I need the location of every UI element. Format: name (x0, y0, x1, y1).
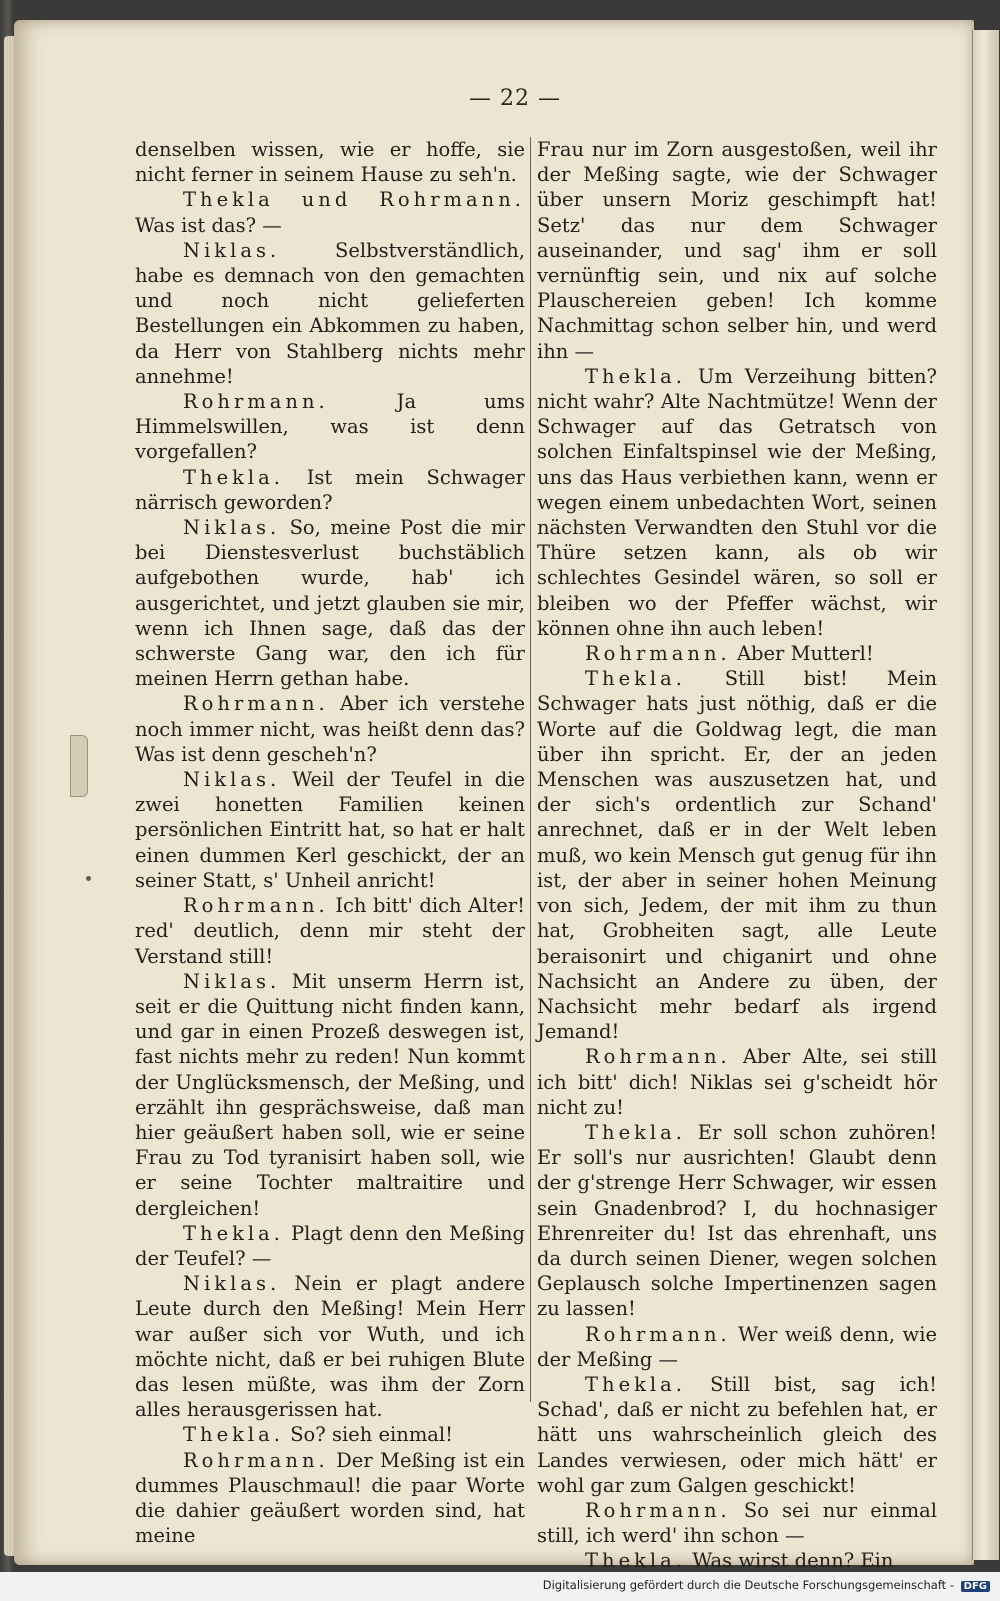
right-text-column (537, 137, 937, 1574)
paragraph-text: So, meine Post die mir bei Dienstesverlust buchstäblich aufgebothen wurde, hab' ich ausgerichtet, und jetzt glauben sie mir, wenn ich Ihnen sage, daß das der schwerste Gang war, den ich für meinen Herrn gethan habe. (135, 516, 525, 691)
paragraph-text: Ist mein Schwager närrisch geworden? (135, 465, 525, 514)
paragraph (537, 1372, 937, 1498)
speaker-name: Niklas. (183, 768, 281, 792)
paragraph (135, 137, 525, 187)
paragraph-text: Selbstverständlich, habe es demnach von den gemachten und noch nicht gelieferten Bestellungen ein Abkommen zu haben, da Herr von Stahlberg nichts mehr annehme! (135, 238, 525, 388)
paragraph (135, 893, 525, 969)
speaker-name: Niklas. (183, 516, 281, 540)
speaker-name: Thekla. (585, 364, 686, 388)
speaker-name: Rohrmann. (585, 1045, 731, 1069)
paragraph-text: Nein er plagt andere Leute durch den Meßing! Mein Herr war außer sich vor Wuth, und ich möchte nicht, daß er bei ruhigen Blute das lesen müßte, was ihm der Zorn alles herausgerissen hat. (135, 1272, 525, 1422)
footer-credit (543, 1578, 990, 1592)
paragraph-text: Frau nur im Zorn ausgestoßen, weil ihr der Meßing sagte, wie der Schwager über unsern Moriz geschimpft hat! Setz' das nur dem Schwager auseinander, und sag' ihm er soll vernünftig sein, und nix auf solche Plauschereien geben! Ich komme Nachmittag schon selber hin, und werd ihn — (537, 138, 937, 363)
paragraph (135, 1221, 525, 1271)
right-page-edge (972, 30, 999, 1560)
footer-bar (0, 1572, 1000, 1601)
paragraph-text: Aber ich verstehe noch immer nicht, was heißt denn das? Was ist denn gescheh'n? (135, 692, 525, 766)
footer-credit-text: Digitalisierung gefördert durch die Deutsche Forschungsgemeinschaft - (542, 1578, 954, 1592)
paragraph (135, 969, 525, 1221)
paragraph (135, 691, 525, 767)
paragraph (537, 137, 937, 364)
paragraph-text: Was ist das? — (135, 213, 282, 237)
paragraph (537, 1548, 937, 1573)
speaker-name: Niklas. (183, 1272, 281, 1296)
speaker-name: Rohrmann. (183, 390, 329, 414)
speaker-name: Rohrmann. (183, 894, 329, 918)
ink-spot (86, 876, 91, 881)
speaker-name: Thekla. (183, 1221, 284, 1245)
speaker-name: Niklas. (183, 238, 281, 262)
paragraph-text: Ich bitt' dich Alter! red' deutlich, denn mir steht der Verstand still! (135, 894, 525, 968)
paragraph-text: So sei nur einmal still, ich werd' ihn schon — (537, 1498, 937, 1548)
paragraph (135, 389, 525, 465)
paragraph-text: Was wirst denn? Ein (692, 1549, 894, 1573)
paragraph (135, 1271, 525, 1422)
paragraph-text: Ja ums Himmelswillen, was ist denn vorgefallen? (135, 390, 525, 464)
speaker-name: Niklas. (183, 969, 281, 993)
speaker-name: Thekla. (183, 465, 284, 489)
speaker-name: Thekla. (585, 1372, 686, 1396)
paragraph-text: denselben wissen, wie er hoffe, sie nicht ferner in seinem Hause zu seh'n. (135, 138, 525, 187)
bookmark-tab (70, 735, 88, 797)
paragraph (537, 1322, 937, 1372)
speaker-name: Thekla. (585, 1120, 686, 1144)
paragraph-text: Weil der Teufel in die zwei honetten Familien keinen persönlichen Eintritt hat, so hat er halt einen dummen Kerl geschickt, der an seiner Statt, s' Unheil anricht! (135, 768, 525, 892)
speaker-name: Thekla und Rohrmann. (183, 188, 525, 212)
speaker-name: Rohrmann. (183, 1448, 329, 1472)
paragraph-text: Mit unserm Herrn ist, seit er die Quittung nicht finden kann, und gar in einen Prozeß deswegen ist, fast nichts mehr zu reden! Nun kommt der Unglücksmensch, der Meßing, und erzählt ihn gesprächsweise, daß man hier geäußert haben soll, wie er seine Frau zu Tod tyranisirt haben soll, wie er seine Tochter maltraitire und dergleichen! (135, 969, 526, 1220)
column-divider (530, 137, 531, 1402)
paragraph (135, 767, 525, 893)
paragraph (135, 238, 525, 389)
paragraph (135, 1448, 525, 1549)
page-number: — 22 — (469, 86, 561, 111)
speaker-name: Rohrmann. (585, 1322, 731, 1346)
paragraph (135, 1422, 525, 1447)
paragraph-text: Aber Alte, sei still ich bitt' dich! Niklas sei g'scheidt hör nicht zu! (537, 1045, 937, 1119)
paragraph (537, 641, 937, 666)
paragraph-text: Wer weiß denn, wie der Meßing — (537, 1322, 937, 1371)
paragraph-text: Still bist, sag ich! Schad', daß er nicht zu befehlen hat, er hätt uns wahrscheinlich gleich des Landes verwiesen, oder mich hätt' er wohl gar zum Galgen geschickt! (537, 1372, 937, 1497)
left-text-column (135, 137, 525, 1548)
speaker-name: Rohrmann. (585, 642, 731, 666)
paragraph-text: So? sieh einmal! (290, 1423, 454, 1447)
paragraph (135, 515, 525, 691)
paragraph (537, 1498, 937, 1548)
paragraph (537, 1044, 937, 1120)
paragraph-text: Still bist! Mein Schwager hats just nöthig, daß er die Worte auf die Goldwag legt, die man über ihn spricht. Er, der an jeden Menschen was auszusetzen hat, und der sich's ordentlich zur Schand' anrechnet, daß er in der Welt leben muß, wo kein Mensch gut genug für ihn ist, der aber in seiner hohen Meinung von sich, Jedem, der mit ihm zu thun hat, Grobheiten sagt, alle Leute beraisonirt und chiganirt und ohne Nachsicht an Andere zu üben, der Nachsicht mehr bedarf als irgend Jemand! (537, 667, 937, 1044)
speaker-name: Rohrmann. (585, 1498, 731, 1522)
speaker-name: Thekla. (183, 1423, 284, 1447)
paragraph-text: Um Verzeihung bitten? nicht wahr? Alte Nachtmütze! Wenn der Schwager auf das Getratsch von solchen Einfaltspinsel wie der Meßing, uns das Haus verbiethen kann, wenn er wegen einem unbedachten Wort, seinen nächsten Verwandten den Stuhl vor die Thüre setzen kann, als ob wir schlechtes Gesindel wären, so soll er bleiben wo der Pfeffer wächst, wir können ohne ihn auch leben! (537, 364, 937, 640)
paragraph-text: Aber Mutterl! (736, 642, 874, 666)
paragraph (537, 364, 937, 641)
speaker-name: Thekla. (585, 667, 686, 691)
paragraph-text: Der Meßing ist ein dummes Plauschmaul! die paar Worte die dahier geäußert worden sind, hat meine (135, 1448, 525, 1548)
paragraph (537, 1120, 937, 1322)
paragraph (537, 666, 937, 1044)
speaker-name: Rohrmann. (183, 692, 329, 716)
paragraph (135, 465, 525, 515)
speaker-name: Thekla. (585, 1549, 686, 1573)
dfg-logo: DFG (961, 1581, 990, 1592)
paragraph-text: Plagt denn den Meßing der Teufel? — (135, 1221, 525, 1270)
paragraph-text: Er soll schon zuhören! Er soll's nur ausrichten! Glaubt denn der g'strenge Herr Schwager, wir essen sein Gnadenbrod? I, du hochnasiger Ehrenreiter du! Ist das ehrenhaft, uns da durch seinen Diener, wegen solchen Geplausch solche Impertinenzen sagen zu lassen! (537, 1120, 937, 1321)
paragraph (135, 187, 525, 237)
